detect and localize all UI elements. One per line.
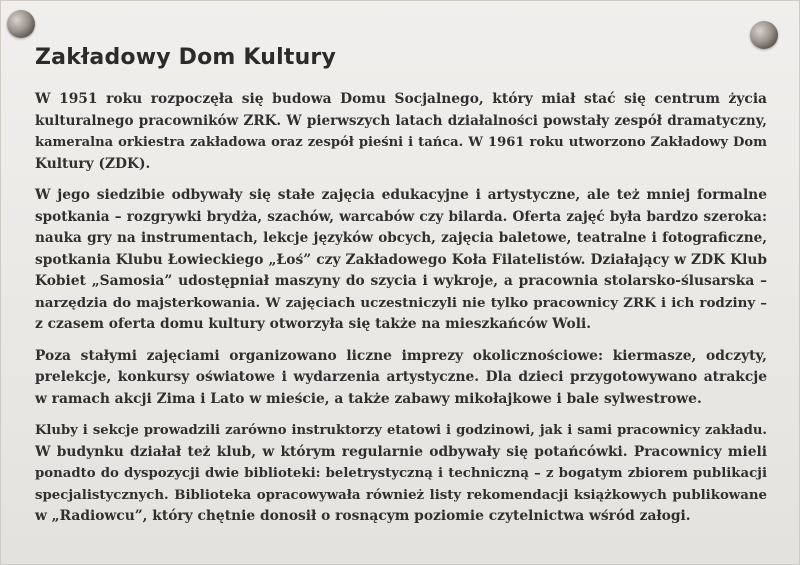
text-line: W jego siedzibie odbywały się stałe zajęcia edukacyjne i artystyczne, ale też mniej formalne [35,187,767,203]
paragraph [35,89,767,175]
text-line: z czasem oferta domu kultury otworzyła się także na mieszkańców Woli. [35,316,592,332]
text-line: Kluby i sekcje prowadzili zarówno instruktorzy etatowi i godzinowi, jak i sami pracownicy zakładu. [35,423,767,438]
paragraph [35,420,767,528]
text-line: kameralna orkiestra zakładowa oraz zespół pieśni i tańca. W 1961 roku utworzono Zakładowy Dom [35,135,767,150]
plaque-body [35,89,767,538]
plaque-title: Zakładowy Dom Kultury [35,45,337,70]
text-line: Poza stałymi zajęciami organizowano liczne imprezy okolicznościowe: kiermasze, odczyty, [35,347,767,364]
text-line: prelekcje, konkursy oświatowe i wydarzenia artystyczne. Dla dzieci przygotowywano atrakcje [35,369,767,385]
screw-icon [750,21,778,49]
text-line: spotkania – rozgrywki brydża, szachów, warcabów czy bilarda. Oferta zajęć była bardzo szeroka: [35,208,767,225]
paragraph [35,346,767,411]
text-line: w „Radiowcu”, który chętnie donosił o rosnącym poziomie czytelnictwa wśród załogi. [35,508,691,524]
paragraph [35,185,767,336]
text-line: ponadto do dyspozycji dwie biblioteki: beletrystyczną i techniczną – z bogatym zbiorem publikacji [35,466,767,481]
text-line: Kobiet „Samosia” udostępniał maszyny do szycia i wykroje, a pracownia stolarsko-ślusarska – [35,273,767,289]
screw-icon [7,10,35,38]
text-line: Kultury (ZDK). [35,155,151,172]
text-line: narzędzia do majsterkowania. W zajęciach uczestniczyli nie tylko pracownicy ZRK i ich rodziny – [35,294,767,311]
text-line: W budynku działał też klub, w którym regularnie odbywały się potańcówki. Pracownicy mieli [35,443,767,460]
text-line: w ramach akcji Zima i Lato w mieście, a także zabawy mikołajkowe i bale sylwestrowe. [35,390,702,407]
text-line: W 1951 roku rozpoczęła się budowa Domu Socjalnego, który miał stać się centrum życia [35,91,767,107]
text-line: nauka gry na instrumentach, lekcje języków obcych, zajęcia baletowe, teatralne i fotograficzne, [35,230,767,246]
text-line: spotkania Klubu Łowieckiego „Łoś” czy Zakładowego Koła Filatelistów. Działający w ZDK Klub [35,251,767,268]
text-line: kulturalnego pracowników ZRK. W pierwszych latach działalności powstały zespół dramatyczny, [35,112,767,129]
text-line: specjalistycznych. Biblioteka opracowywała również listy rekomendacji książkowych publikowane [35,487,767,503]
